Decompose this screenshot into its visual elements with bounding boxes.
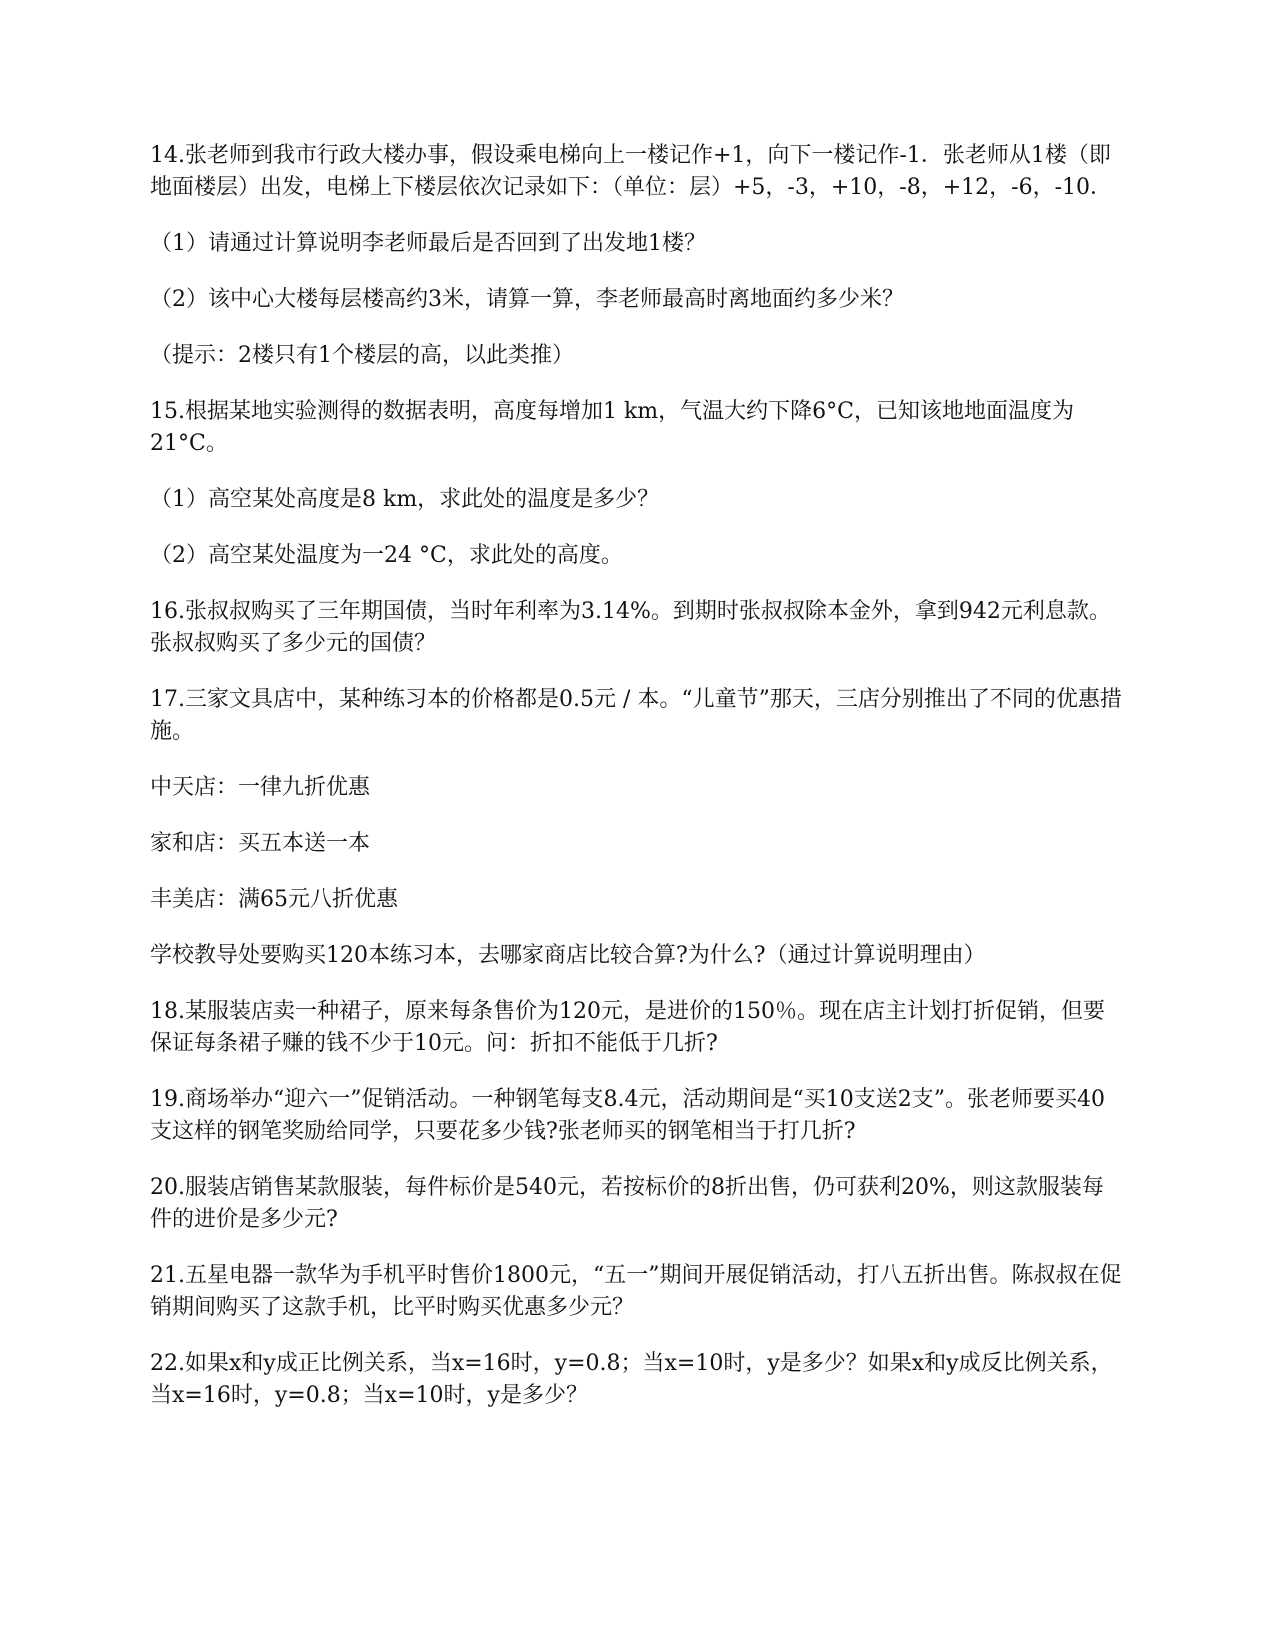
question-20: 20.服装店销售某款服装，每件标价是540元，若按标价的8折出售，仍可获利20%，则这款服装每件的进价是多少元? (150, 1175, 1104, 1232)
question-17: 17.三家文具店中，某种练习本的价格都是0.5元 / 本。“儿童节”那天，三店分别推出了不同的优惠措施。 (150, 687, 1122, 744)
question-14-hint: （提示：2楼只有1个楼层的高，以此类推） (150, 343, 574, 368)
question-14-part-2: （2）该中心大楼每层楼高约3米，请算一算，李老师最高时离地面约多少米？ (150, 287, 904, 312)
store-option-fengmei: 丰美店：满65元八折优惠 (150, 887, 398, 912)
question-15-part-1: （1）高空某处高度是8 km，求此处的温度是多少？ (150, 487, 660, 512)
question-15: 15.根据某地实验测得的数据表明，高度每增加1 km，气温大约下降6°C，已知该地地面温度为21°C。 (150, 399, 1075, 456)
question-19: 19.商场举办“迎六一”促销活动。一种钢笔每支8.4元，活动期间是“买10支送2支”。张老师要买40支这样的钢笔奖励给同学，只要花多少钱?张老师买的钢笔相当于打几折? (150, 1087, 1105, 1144)
question-18: 18.某服装店卖一种裙子，原来每条售价为120元，是进价的150％。现在店主计划打折促销，但要保证每条裙子赚的钱不少于10元。问：折扣不能低于几折? (150, 999, 1105, 1056)
question-14-part-1: （1）请通过计算说明李老师最后是否回到了出发地1楼？ (150, 231, 706, 256)
store-option-jiahe: 家和店：买五本送一本 (150, 831, 371, 856)
question-16: 16.张叔叔购买了三年期国债，当时年利率为3.14%。到期时张叔叔除本金外，拿到942元利息款。张叔叔购买了多少元的国债？ (150, 599, 1111, 656)
store-option-zhongtian: 中天店：一律九折优惠 (150, 775, 371, 800)
question-15-part-2: （2）高空某处温度为一24 °C，求此处的高度。 (150, 543, 623, 568)
question-14: 14.张老师到我市行政大楼办事，假设乘电梯向上一楼记作+1，向下一楼记作-1．张老师从1楼（即地面楼层）出发，电梯上下楼层依次记录如下：（单位：层）+5，-3，+10，-8，+12，-6，-10． (150, 143, 1113, 200)
question-21: 21.五星电器一款华为手机平时售价1800元，“五一”期间开展促销活动，打八五折出售。陈叔叔在促销期间购买了这款手机，比平时购买优惠多少元？ (150, 1263, 1122, 1320)
question-22: 22.如果x和y成正比例关系，当x=16时，y=0.8；当x=10时，y是多少？如果x和y成反比例关系，当x=16时，y=0.8；当x=10时，y是多少？ (150, 1351, 1113, 1408)
document-page (150, 140, 1125, 1436)
question-17-ask: 学校教导处要购买120本练习本，去哪家商店比较合算?为什么?（通过计算说明理由） (150, 943, 986, 968)
